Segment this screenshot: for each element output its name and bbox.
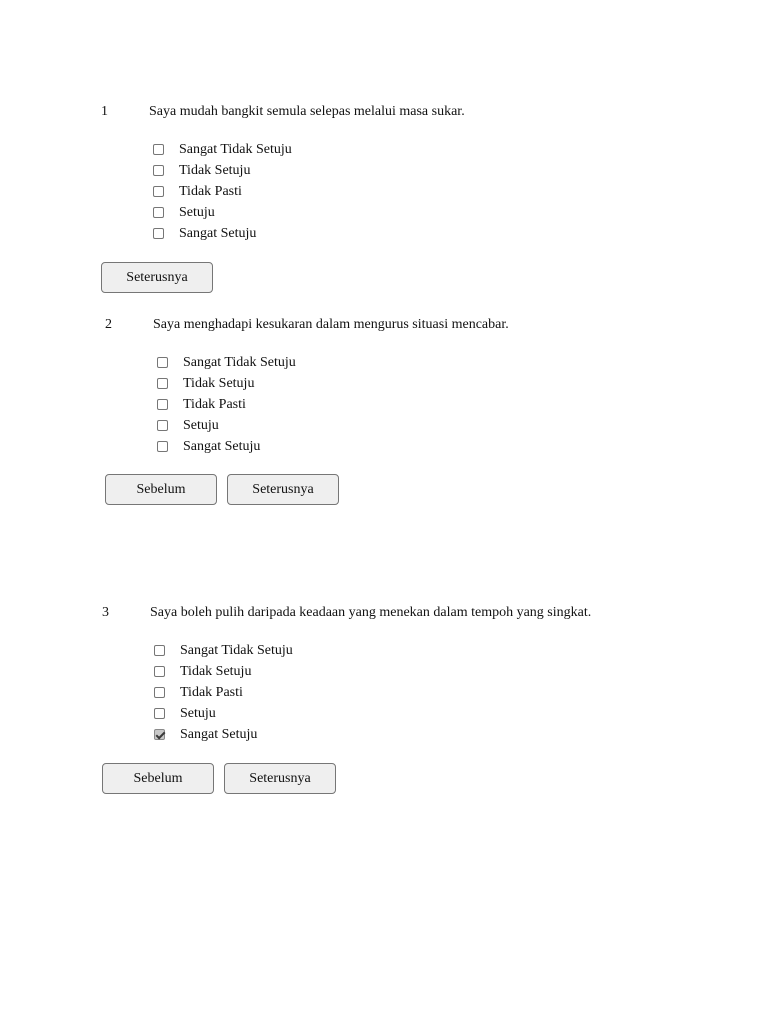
option-label: Tidak Pasti <box>179 183 242 199</box>
option-label: Tidak Pasti <box>183 396 246 412</box>
question-1-buttons <box>101 262 213 293</box>
checkbox[interactable] <box>153 186 164 197</box>
option-tidak-setuju[interactable] <box>153 160 292 181</box>
option-label: Setuju <box>180 705 216 721</box>
checkbox[interactable] <box>157 420 168 431</box>
question-2-buttons <box>105 474 339 505</box>
option-sangat-setuju[interactable] <box>154 724 293 745</box>
question-text: Saya boleh pulih daripada keadaan yang menekan dalam tempoh yang singkat. <box>150 605 592 620</box>
checkbox[interactable] <box>153 165 164 176</box>
option-label: Sangat Tidak Setuju <box>183 354 296 370</box>
checkbox[interactable] <box>154 687 165 698</box>
checkbox[interactable] <box>154 729 165 740</box>
option-label: Tidak Setuju <box>180 663 252 679</box>
checkbox[interactable] <box>157 441 168 452</box>
checkbox[interactable] <box>153 144 164 155</box>
option-setuju[interactable] <box>153 202 292 223</box>
option-tidak-pasti[interactable] <box>154 682 293 703</box>
option-label: Sangat Tidak Setuju <box>179 141 292 157</box>
option-label: Sangat Setuju <box>183 438 261 454</box>
question-3-buttons <box>102 763 336 794</box>
question-number: 3 <box>102 605 109 620</box>
checkbox[interactable] <box>157 378 168 389</box>
checkbox[interactable] <box>154 666 165 677</box>
option-list <box>157 352 296 457</box>
question-number: 2 <box>105 317 112 332</box>
checkbox[interactable] <box>153 207 164 218</box>
option-tidak-setuju[interactable] <box>154 661 293 682</box>
question-text: Saya menghadapi kesukaran dalam mengurus situasi mencabar. <box>153 317 509 332</box>
option-sangat-tidak-setuju[interactable] <box>157 352 296 373</box>
option-sangat-setuju[interactable] <box>157 436 296 457</box>
option-tidak-setuju[interactable] <box>157 373 296 394</box>
option-list <box>153 139 292 244</box>
option-label: Tidak Setuju <box>183 375 255 391</box>
checkbox[interactable] <box>154 645 165 656</box>
option-label: Setuju <box>179 204 215 220</box>
next-button[interactable]: Seterusnya <box>101 262 213 293</box>
previous-button[interactable]: Sebelum <box>105 474 217 505</box>
option-label: Sangat Setuju <box>180 726 258 742</box>
checkbox[interactable] <box>157 357 168 368</box>
checkbox[interactable] <box>157 399 168 410</box>
question-text: Saya mudah bangkit semula selepas melalui masa sukar. <box>149 104 465 119</box>
option-sangat-setuju[interactable] <box>153 223 292 244</box>
option-tidak-pasti[interactable] <box>157 394 296 415</box>
option-label: Tidak Setuju <box>179 162 251 178</box>
next-button[interactable]: Seterusnya <box>224 763 336 794</box>
checkbox[interactable] <box>153 228 164 239</box>
option-label: Sangat Tidak Setuju <box>180 642 293 658</box>
option-label: Sangat Setuju <box>179 225 257 241</box>
option-label: Setuju <box>183 417 219 433</box>
next-button[interactable]: Seterusnya <box>227 474 339 505</box>
option-setuju[interactable] <box>154 703 293 724</box>
option-sangat-tidak-setuju[interactable] <box>153 139 292 160</box>
option-tidak-pasti[interactable] <box>153 181 292 202</box>
question-number: 1 <box>101 104 108 119</box>
checkbox[interactable] <box>154 708 165 719</box>
option-list <box>154 640 293 745</box>
option-setuju[interactable] <box>157 415 296 436</box>
option-label: Tidak Pasti <box>180 684 243 700</box>
previous-button[interactable]: Sebelum <box>102 763 214 794</box>
option-sangat-tidak-setuju[interactable] <box>154 640 293 661</box>
